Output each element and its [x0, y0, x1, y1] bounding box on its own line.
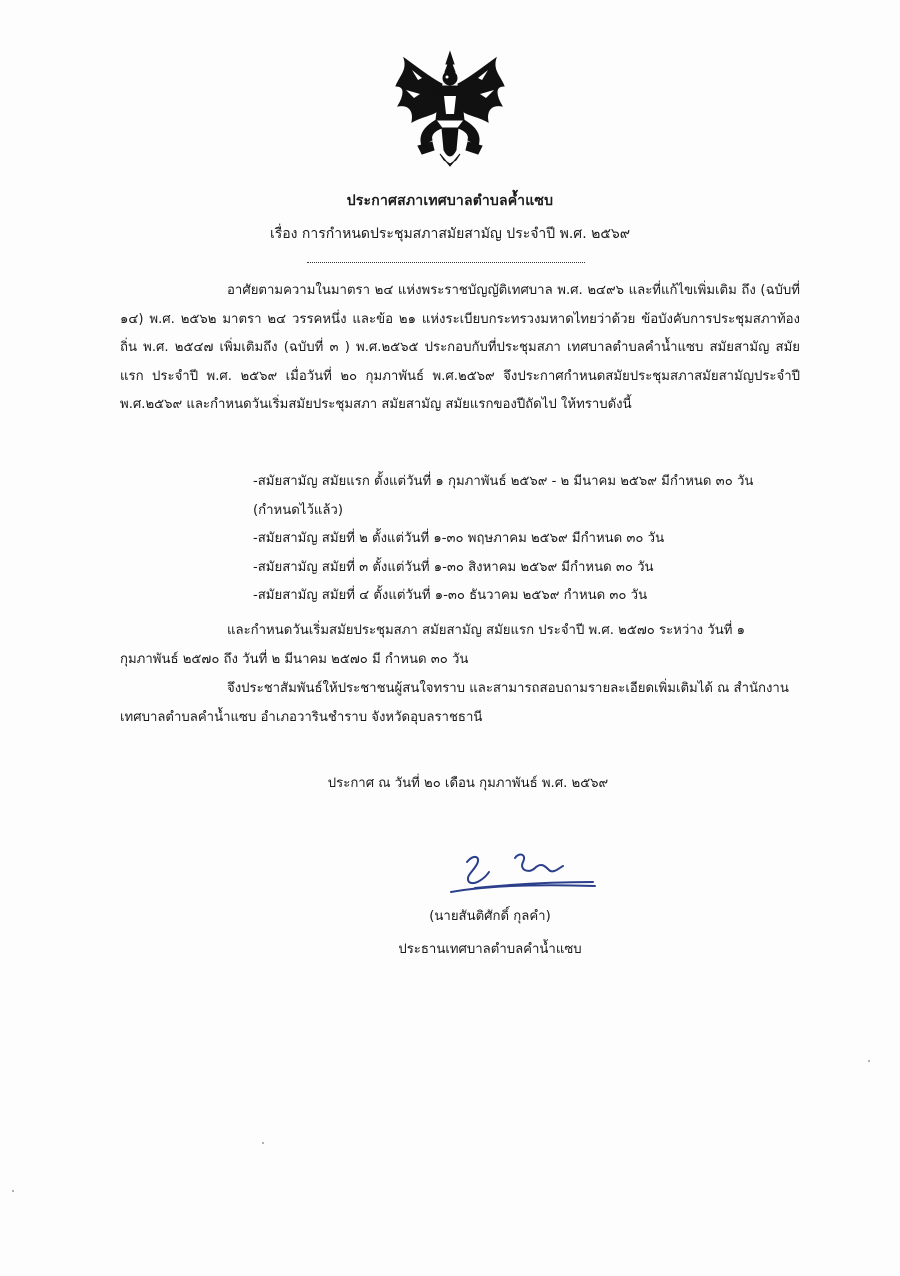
session-item: -สมัยสามัญ สมัยที่ ๒ ตั้งแต่วันที่ ๑-๓๐ พฤษภาคม ๒๕๖๙ มีกำหนด ๓๐ วัน — [253, 531, 665, 547]
paper-speck — [868, 1060, 870, 1062]
handwritten-signature — [445, 848, 605, 898]
announcement-date: ประกาศ ณ วันที่ ๒๐ เดือน กุมภาพันธ์ พ.ศ. ๒๕๖๙ — [327, 776, 609, 791]
next-year-paragraph: และกำหนดวันเริ่มสมัยประชุมสภา สมัยสามัญ สมัยแรก ประจำปี พ.ศ. ๒๕๗๐ ระหว่าง วันที่ ๑ กุมภาพันธ์ ๒๕๗๐ ถึง วันที่ ๒ มีนาคม ๒๕๗๐ มี กำหนด ๓๐ วัน — [120, 623, 745, 667]
signer-name: (นายสันติศักดิ์ กุลคำ) — [429, 909, 551, 924]
body-paragraph: อาศัยตามความในมาตรา ๒๔ แห่งพระราชบัญญัติเทศบาล พ.ศ. ๒๔๙๖ และที่แก้ไขเพิ่มเติม ถึง (ฉบับที่ ๑๔) พ.ศ. ๒๕๖๒ มาตรา ๒๔ วรรคหนึ่ง และข้อ ๒๑ แห่งระเบียบกระทรวงมหาดไทยว่าด้วย ข้อบังคับการประชุมสภาท้องถิ่น พ.ศ. ๒๕๔๗ เพิ่มเติมถึง (ฉบับที่ ๓ ) พ.ศ.๒๕๖๕ ประกอบกับที่ประชุมสภา เทศบาลตำบลคำน้ำแซบ สมัยสามัญ สมัยแรก ประจำปี พ.ศ. ๒๕๖๙ เมื่อวันที่ ๒๐ กุมภาพันธ์ พ.ศ.๒๕๖๙ จึงประกาศกำหนดสมัยประชุมสภาสมัยสามัญประจำปี พ.ศ.๒๕๖๙ และกำหนดวันเริ่มสมัยประชุมสภา สมัยสามัญ สมัยแรกของปีถัดไป ให้ทราบดังนี้ — [120, 283, 800, 413]
document-title: ประกาศสภาเทศบาลตำบลค้ำแซบ — [346, 193, 554, 209]
publicize-paragraph: จึงประชาสัมพันธ์ให้ประชาชนผู้สนใจทราบ และสามารถสอบถามรายละเอียดเพิ่มเติมได้ ณ สำนักงานเทศบาลตำบลคำน้ำแซบ อำเภอวารินชำราบ จังหวัดอุบลราชธานี — [120, 681, 789, 725]
session-item: -สมัยสามัญ สมัยที่ ๓ ตั้งแต่วันที่ ๑-๓๐ สิงหาคม ๒๕๖๙ มีกำหนด ๓๐ วัน — [253, 559, 654, 575]
document-subject: เรื่อง การกำหนดประชุมสภาสมัยสามัญ ประจำปี พ.ศ. ๒๕๖๙ — [269, 226, 631, 242]
garuda-emblem-icon — [392, 50, 508, 168]
dotted-divider — [307, 262, 585, 263]
session-item: -สมัยสามัญ สมัยที่ ๔ ตั้งแต่วันที่ ๑-๓๐ ธันวาคม ๒๕๖๙ กำหนด ๓๐ วัน — [253, 588, 648, 604]
signer-position: ประธานเทศบาลตำบลคำน้ำแซบ — [398, 942, 582, 957]
paper-speck — [12, 1190, 14, 1192]
session-list — [253, 468, 801, 611]
session-item: -สมัยสามัญ สมัยแรก ตั้งแต่วันที่ ๑ กุมภาพันธ์ ๒๕๖๙ - ๒ มีนาคม ๒๕๖๙ มีกำหนด ๓๐ วัน (กำหนดไว้แล้ว) — [253, 474, 754, 518]
paper-speck — [262, 1142, 264, 1144]
